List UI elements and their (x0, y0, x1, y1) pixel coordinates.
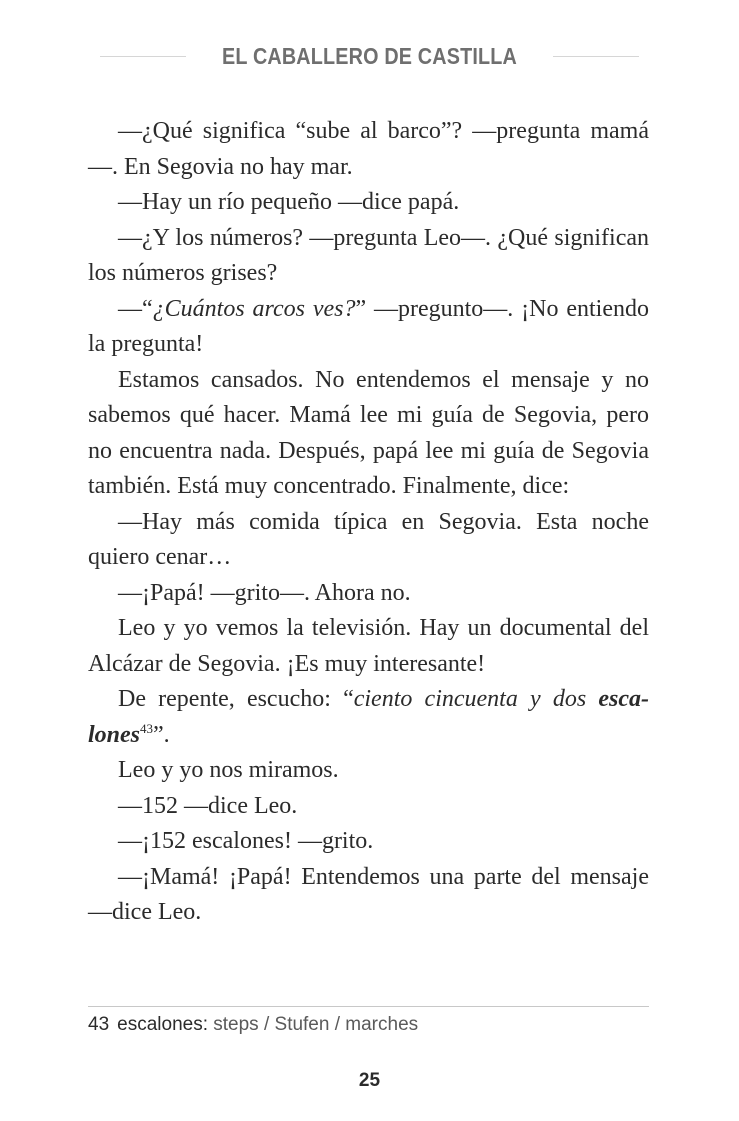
paragraph: —¡Papá! —grito—. Ahora no. (118, 579, 411, 606)
paragraph: —¡152 escalones! —grito. (118, 828, 374, 854)
paragraph: —¡Mamá! ¡Papá! Entendemos una parte del mensaje —dice Leo. (88, 863, 649, 925)
running-header (100, 38, 639, 74)
page-number: 25 (358, 1070, 381, 1091)
text-run: ” —pregunto—. ¡No entiendo la pregunta! (88, 295, 649, 357)
text-run: De repente, escucho: “ (118, 686, 354, 712)
book-title: EL CABALLERO DE CASTILLA (222, 42, 517, 69)
paragraph: —¿Qué significa “sube al barco”? —pregunta mamá—. En Segovia no hay mar. (88, 118, 649, 180)
footnote-term: escalones: (117, 1014, 208, 1035)
paragraph: —Hay un río pequeño —dice papá. (118, 189, 460, 215)
footnote (88, 1012, 649, 1038)
italic-run: ¿Cuántos arcos ves? (152, 295, 356, 322)
body-text (88, 114, 649, 931)
header-rule-left (100, 56, 186, 57)
header-rule-right (553, 56, 639, 57)
footnote-number: 43 (88, 1014, 110, 1035)
footnote-ref[interactable]: 43 (140, 720, 154, 736)
paragraph (88, 682, 649, 753)
paragraph: —Hay más comida típica en Segovia. Esta noche quiero cenar… (88, 508, 649, 570)
footnote-divider (88, 1006, 649, 1007)
bold-italic-run: escalones (88, 686, 649, 748)
paragraph: Leo y yo nos miramos. (118, 757, 339, 783)
paragraph: Leo y yo vemos la televisión. Hay un documental del Alcázar de Segovia. ¡Es muy interesante! (88, 615, 649, 677)
text-run: —“ (118, 295, 153, 322)
paragraph (88, 292, 649, 363)
paragraph: —152 —dice Leo. (118, 792, 298, 819)
paragraph: Estamos cansados. No entendemos el mensaje y no sabemos qué hacer. Mamá lee mi guía de Segovia, pero no encuentra nada. Después, papá lee mi guía de Segovia también. Está muy concentrado. Finalmente, dice: (88, 366, 649, 499)
italic-run: ciento cincuenta y dos (353, 686, 599, 712)
footnote-translation: steps / Stufen / marches (213, 1014, 419, 1035)
paragraph: —¿Y los números? —pregunta Leo—. ¿Qué significan los números grises? (88, 224, 649, 286)
text-run: ”. (153, 721, 170, 748)
